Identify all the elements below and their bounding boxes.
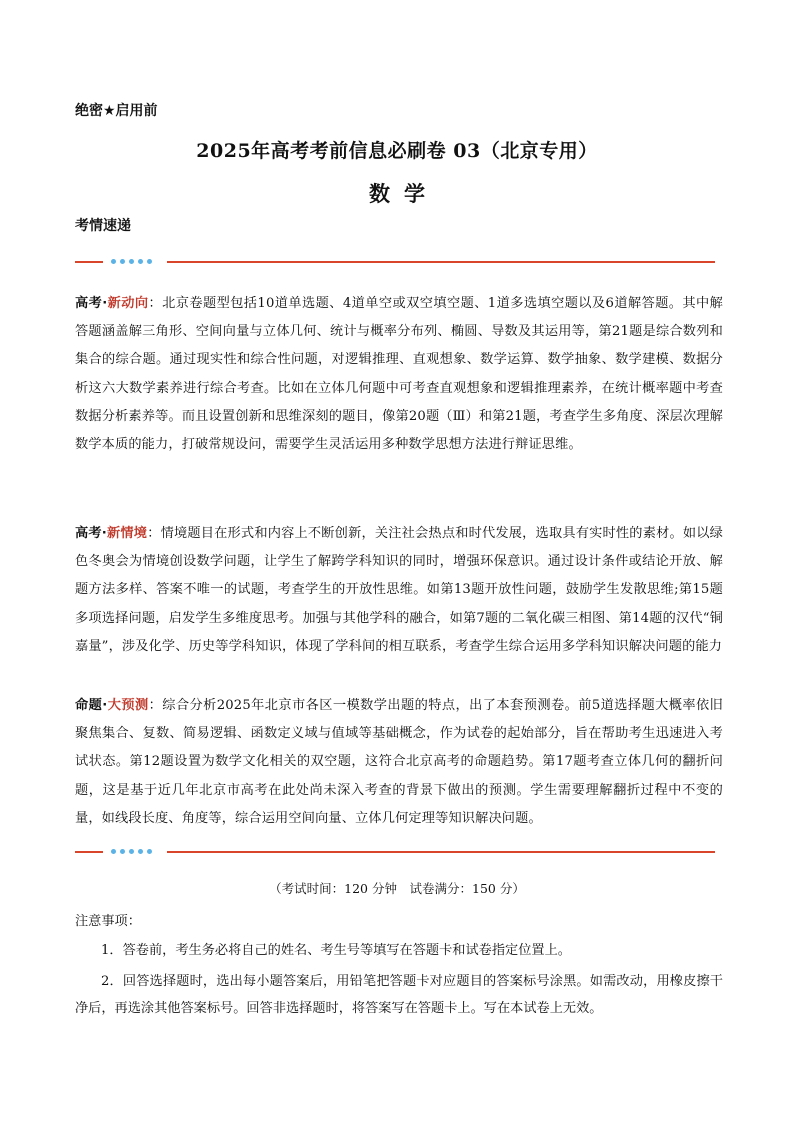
divider-line-left <box>75 851 103 853</box>
divider-dot <box>147 849 152 854</box>
paragraph-label-highlight: 新情境 <box>106 526 148 541</box>
divider-dot <box>129 849 134 854</box>
section-divider-top <box>75 256 715 268</box>
subject-title: 数学 <box>369 181 439 206</box>
paragraph-prediction <box>75 692 723 833</box>
paragraph-label-prefix: 高考· <box>75 526 107 541</box>
divider-dot <box>138 849 143 854</box>
divider-line-left <box>75 261 103 263</box>
note-item: 1．答卷前，考生务必将自己的姓名、考生号等填写在答题卡和试卷指定位置上。 <box>101 943 571 958</box>
notes-heading: 注意事项： <box>75 914 141 929</box>
divider-dot <box>147 259 152 264</box>
paragraph-body: ：北京卷题型包括10道单选题、4道单空或双空填空题、1道多选填空题以及6道解答题。其中解答题涵盖解三角形、空间向量与立体几何、统计与概率分布列、椭圆、导数及其运用等，第21题是综合数列和集合的综合题。通过现实性和综合性问题，对逻辑推理、直观想象、数学运算、数学抽象、数学建模、数据分析这六大数学素养进行综合考查。比如在立体几何题中可考查直观想象和逻辑推理素养，在统计概率题中考查数据分析素养等。而且设置创新和思维深刻的题目，像第20题（Ⅲ）和第21题，考查学生多角度、深层次理解数学本质的能力，打破常规设问，需要学生灵活运用多种数学思想方法进行辩证思维。 <box>75 296 723 453</box>
divider-line-right <box>167 261 715 263</box>
section-divider-bottom <box>75 846 715 858</box>
note-item: 2．回答选择题时，选出每小题答案后，用铅笔把答题卡对应题目的答案标号涂黑。如需改动，用橡皮擦干净后，再选涂其他答案标号。回答非选择题时，将答案写在答题卡上。写在本试卷上无效。 <box>75 974 723 1016</box>
divider-dot <box>120 259 125 264</box>
exam-info: （考试时间：120 分钟 试卷满分：150 分） <box>269 881 525 896</box>
divider-line-right <box>167 851 715 853</box>
section-heading: 考情速递 <box>75 218 131 234</box>
paragraph-new-context <box>75 520 723 661</box>
paragraph-body: ：情境题目在形式和内容上不断创新，关注社会热点和时代发展，选取具有实时性的素材。如以绿色冬奥会为情境创设数学问题，让学生了解跨学科知识的同时，增强环保意识。通过设计条件或结论开放、解题方法多样、答案不唯一的试题，考查学生的开放性思维。如第13题开放性问题，鼓励学生发散思维;第15题多项选择问题，启发学生多维度思考。加强与其他学科的融合，如第7题的二氧化碳三相图、第14题的汉代“铜嘉量”，涉及化学、历史等学科知识，体现了学科间的相互联系，考查学生综合运用多学科知识解决问题的能力 <box>75 526 723 654</box>
paragraph-body: ：综合分析2025年北京市各区一模数学出题的特点，出了本套预测卷。前5道选择题大概率依旧聚焦集合、复数、简易逻辑、函数定义域与值域等基础概念，作为试卷的起始部分，旨在帮助考生迅速进入考试状态。第12题设置为数学文化相关的双空题，这符合北京高考的命题趋势。第17题考查立体几何的翻折问题，这是基于近几年北京市高考在此处尚未深入考查的背景下做出的预测。学生需要理解翻折过程中不变的量，如线段长度、角度等，综合运用空间向量、立体几何定理等知识解决问题。 <box>75 698 723 826</box>
paragraph-label-highlight: 新动向 <box>107 296 149 311</box>
divider-dots <box>111 848 152 856</box>
confidential-label: 绝密★启用前 <box>75 103 158 119</box>
paragraph-label-highlight: 大预测 <box>107 698 149 713</box>
divider-dot <box>111 849 116 854</box>
paragraph-label-prefix: 命题· <box>75 698 108 713</box>
divider-dot <box>138 259 143 264</box>
page-title: 2025年高考考前信息必刷卷 03（北京专用） <box>196 140 598 162</box>
divider-dot <box>129 259 134 264</box>
divider-dots <box>111 258 152 266</box>
divider-dot <box>111 259 116 264</box>
paragraph-new-trend <box>75 290 723 459</box>
divider-dot <box>120 849 125 854</box>
paragraph-label-prefix: 高考· <box>75 296 108 311</box>
